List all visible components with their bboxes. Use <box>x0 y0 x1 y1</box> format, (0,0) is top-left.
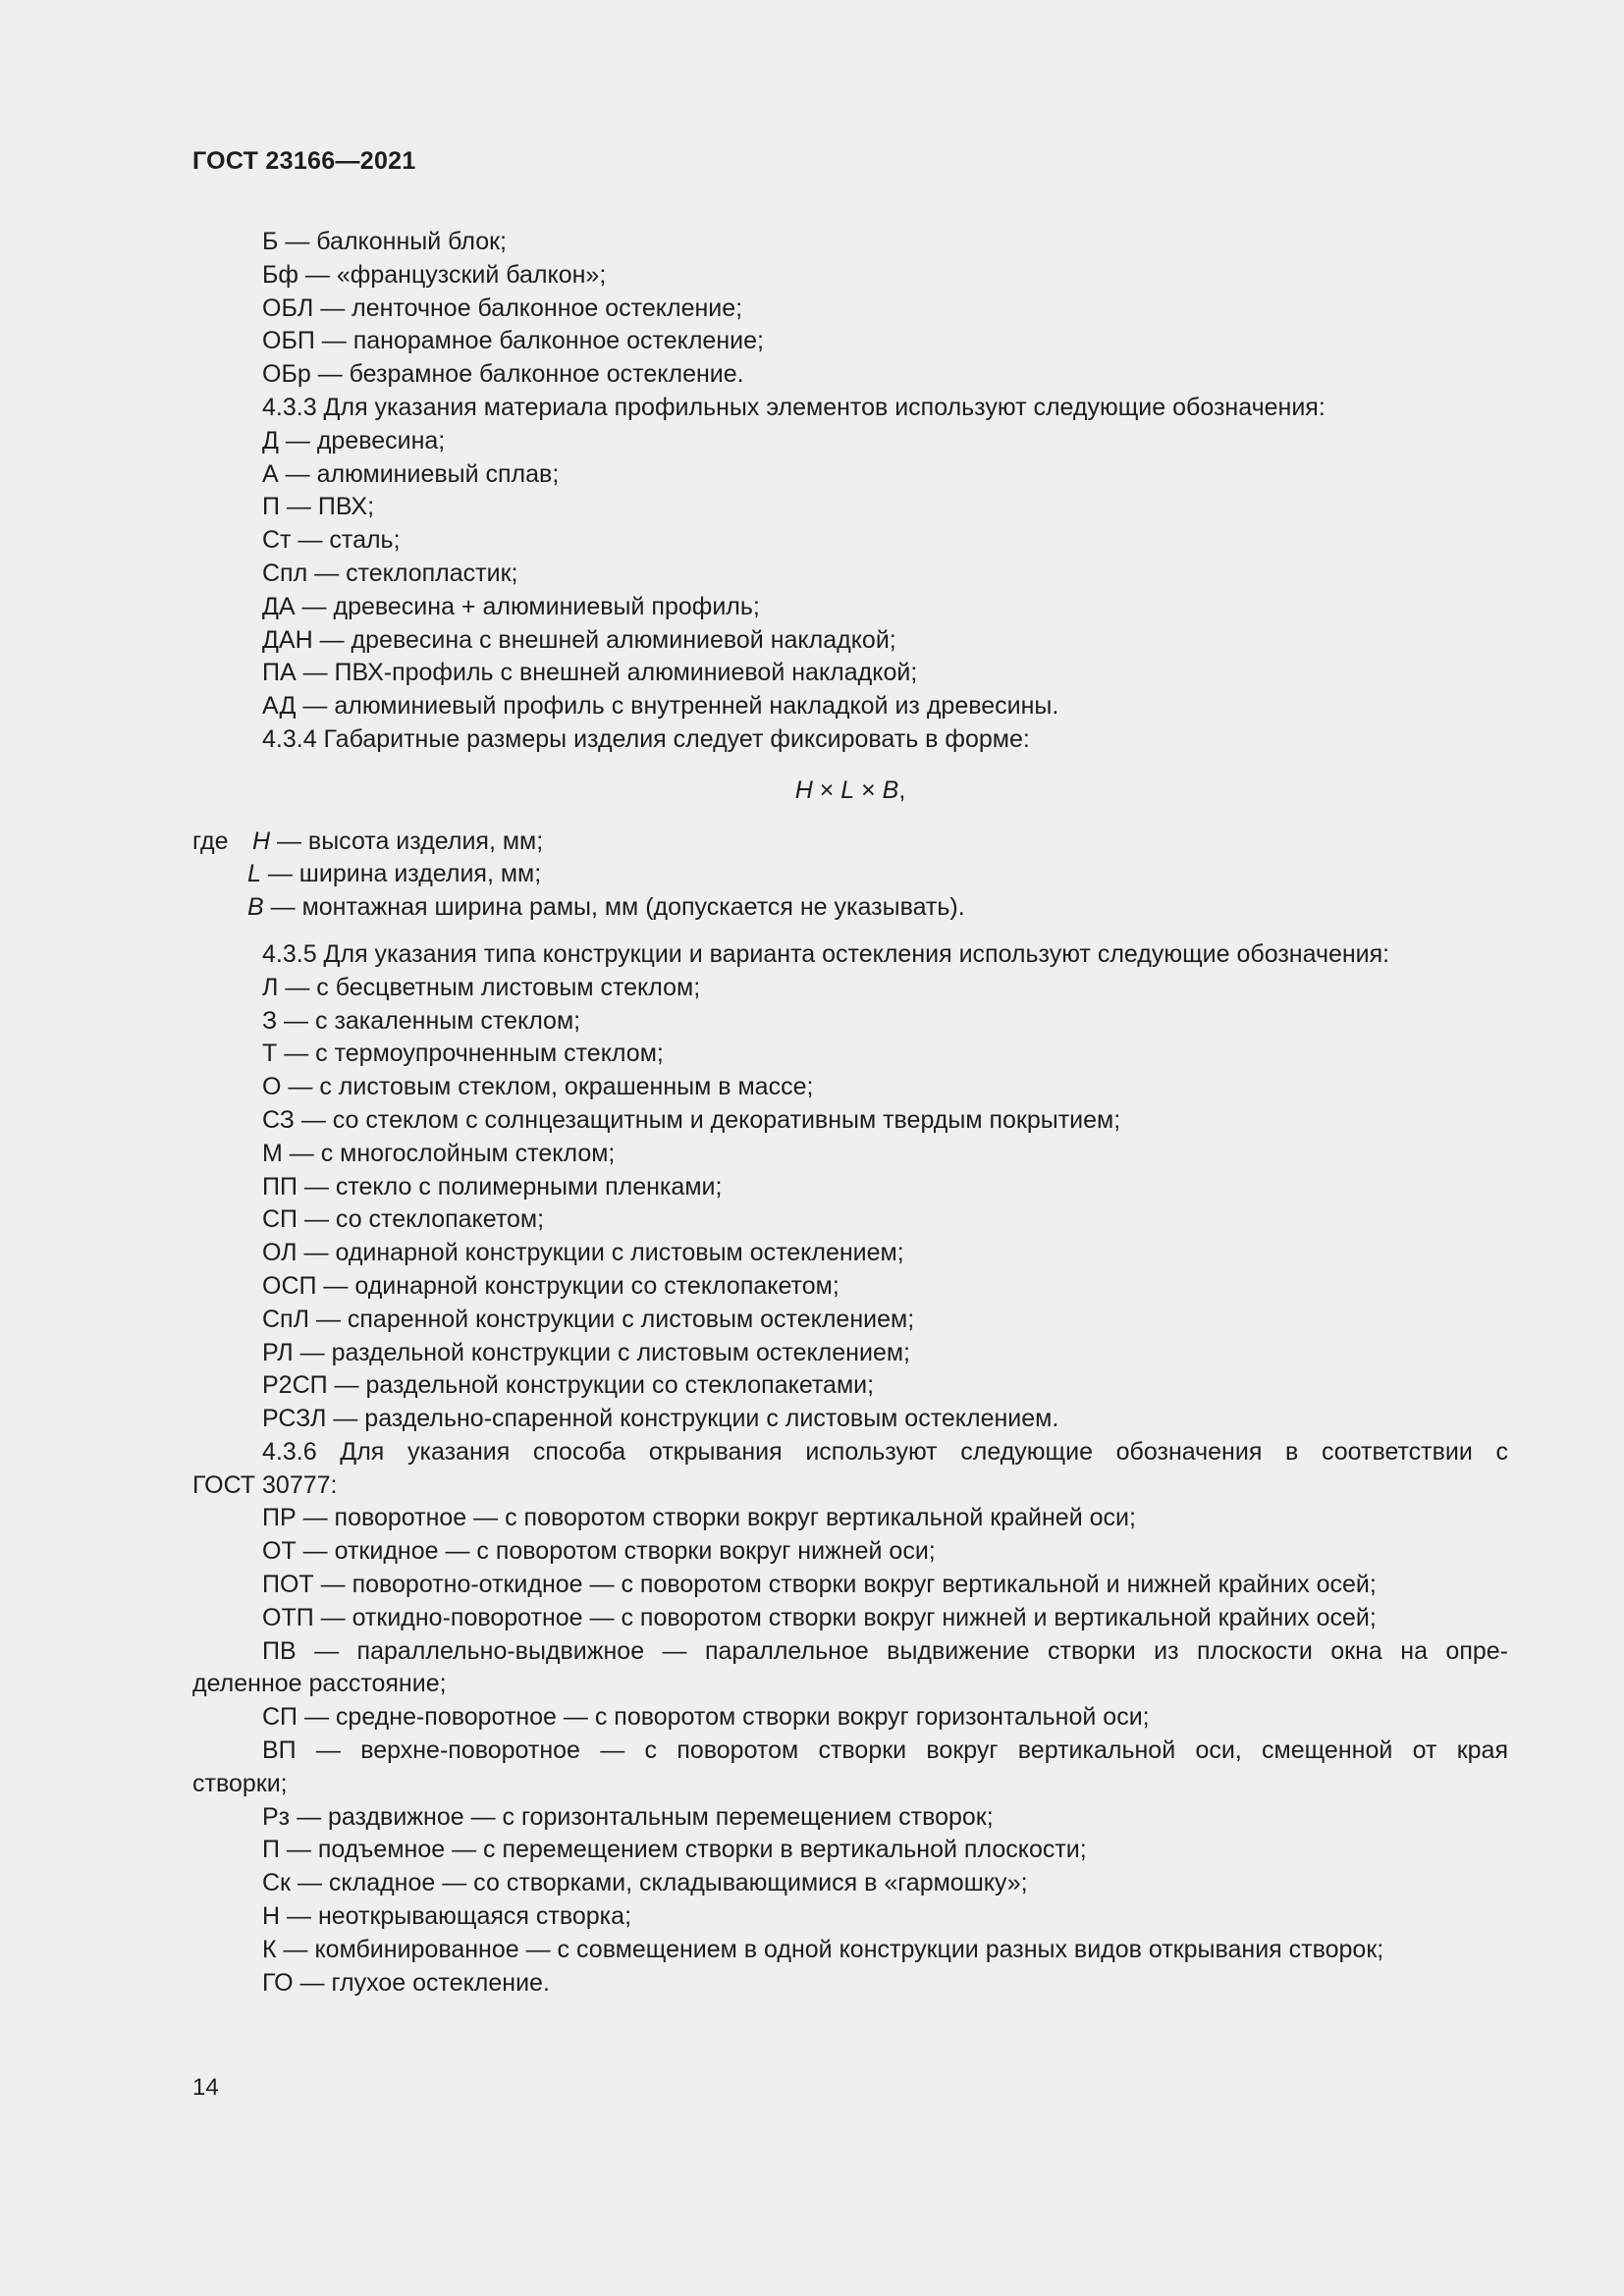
definition-h <box>192 826 1508 859</box>
formula-comma: , <box>898 775 906 804</box>
definition-b <box>192 891 1508 925</box>
formula-l: L <box>840 775 855 804</box>
text-line: ОЛ — одинарной конструкции с листовым остеклением; <box>262 1239 904 1267</box>
text-line: П — ПВХ; <box>262 493 375 521</box>
symbol-h: H <box>251 827 271 855</box>
text-line: ПР — поворотное — с поворотом створки вокруг вертикальной крайней оси; <box>262 1504 1136 1532</box>
text-line: Рз — раздвижное — с горизонтальным перемещением створок; <box>262 1802 994 1831</box>
definition-text: — высота изделия, мм; <box>270 827 544 855</box>
text-line: СП — средне-поворотное — с поворотом створки вокруг горизонтальной оси; <box>262 1703 1150 1732</box>
text-line: Б — балконный блок; <box>262 228 507 255</box>
text-line: ПОТ — поворотно-откидное — с поворотом створки вокруг вертикальной и нижней крайних осей; <box>262 1571 1377 1599</box>
symbol-l: L <box>247 860 261 888</box>
text-line: СпЛ — спаренной конструкции с листовым остеклением; <box>262 1305 915 1333</box>
text-line: ПА — ПВХ-профиль с внешней алюминиевой накладкой; <box>262 659 918 687</box>
text-line: Л — с бесцветным листовым стеклом; <box>262 973 701 1001</box>
section-4-3-3: 4.3.3 Для указания материала профильных элементов используют следующие обозначения: <box>262 393 1326 421</box>
document-body <box>192 226 1508 2000</box>
text-line: О — с листовым стеклом, окрашенным в массе; <box>262 1073 814 1101</box>
text-line: ОТ — откидное — с поворотом створки вокруг нижней оси; <box>262 1537 936 1566</box>
definition-text: — монтажная ширина рамы, мм (допускается не указывать). <box>263 893 965 922</box>
section-4-3-4: 4.3.4 Габаритные размеры изделия следует фиксировать в форме: <box>262 724 1030 753</box>
text-line: ПВ — параллельно-выдвижное — параллельное выдвижение створки из плоскости окна на опре- <box>262 1636 1508 1665</box>
section-4-3-6: 4.3.6 Для указания способа открывания используют следующие обозначения в соответствии с <box>262 1437 1508 1466</box>
text-line: ГО — глухое остекление. <box>262 1968 550 1997</box>
formula-times: × <box>812 775 841 804</box>
definition-text: — ширина изделия, мм; <box>260 860 542 888</box>
text-line: ОТП — откидно-поворотное — с поворотом створки вокруг нижней и вертикальной крайних осей; <box>262 1603 1377 1631</box>
text-line: РЛ — раздельной конструкции с листовым остеклением; <box>262 1338 910 1366</box>
dimension-formula <box>192 774 1508 808</box>
formula-b: B <box>882 775 899 804</box>
document-header: ГОСТ 23166—2021 <box>192 147 416 175</box>
text-line: ПП — стекло с полимерными пленками; <box>262 1172 723 1201</box>
text-line: П — подъемное — с перемещением створки в вертикальной плоскости; <box>262 1836 1087 1864</box>
text-line: Бф — «французский балкон»; <box>262 260 607 289</box>
text-line: М — с многослойным стеклом; <box>262 1139 616 1167</box>
formula-definitions <box>192 826 1508 925</box>
text-line: Д — древесина; <box>262 426 446 454</box>
text-line: Ск — складное — со створками, складывающимися в «гармошку»; <box>262 1869 1028 1897</box>
text-line: ВП — верхне-поворотное — с поворотом створки вокруг вертикальной оси, смещенной от края <box>262 1736 1508 1765</box>
formula-times: × <box>854 775 883 804</box>
text-line: ОБЛ — ленточное балконное остекление; <box>262 294 743 322</box>
text-line: СЗ — со стеклом с солнцезащитным и декоративным твердым покрытием; <box>262 1105 1121 1134</box>
text-line: К — комбинированное — с совмещением в одной конструкции разных видов открывания створок; <box>262 1935 1384 1963</box>
opening-designations <box>192 1436 1508 2001</box>
text-line: СП — со стеклопакетом; <box>262 1205 545 1234</box>
text-line: АД — алюминиевый профиль с внутренней накладкой из древесины. <box>262 692 1059 721</box>
text-line: створки; <box>192 1769 288 1797</box>
where-label: где <box>192 827 229 855</box>
balcony-designations <box>192 226 1508 757</box>
text-line: ОСП — одинарной конструкции со стеклопакетом; <box>262 1271 839 1300</box>
text-line: Ст — сталь; <box>262 526 401 555</box>
definition-l <box>192 858 1508 891</box>
page-number: 14 <box>192 2074 219 2101</box>
text-line: Спл — стеклопластик; <box>262 559 518 587</box>
symbol-b: B <box>247 893 264 922</box>
text-line: Р2СП — раздельной конструкции со стеклопакетами; <box>262 1371 875 1400</box>
section-4-3-5: 4.3.5 Для указания типа конструкции и варианта остекления используют следующие обозначения: <box>262 939 1390 968</box>
text-line: Н — неоткрывающаяся створка; <box>262 1902 632 1931</box>
spacer <box>192 925 1508 938</box>
glazing-designations <box>192 938 1508 1436</box>
formula-h: H <box>794 775 813 804</box>
text-line: Т — с термоупрочненным стеклом; <box>262 1040 664 1068</box>
text-line: ОБП — панорамное балконное остекление; <box>262 327 764 355</box>
text-line: ДА — древесина + алюминиевый профиль; <box>262 592 760 620</box>
text-line: РСЗЛ — раздельно-спаренной конструкции с листовым остеклением. <box>262 1405 1059 1433</box>
text-line: деленное расстояние; <box>192 1670 447 1698</box>
text-line: А — алюминиевый сплав; <box>262 459 560 488</box>
text-line: ДАН — древесина с внешней алюминиевой накладкой; <box>262 625 896 654</box>
text-line: З — с закаленным стеклом; <box>262 1006 581 1035</box>
text-line: ОБр — безрамное балконное остекление. <box>262 360 744 389</box>
text-line: ГОСТ 30777: <box>192 1470 338 1499</box>
